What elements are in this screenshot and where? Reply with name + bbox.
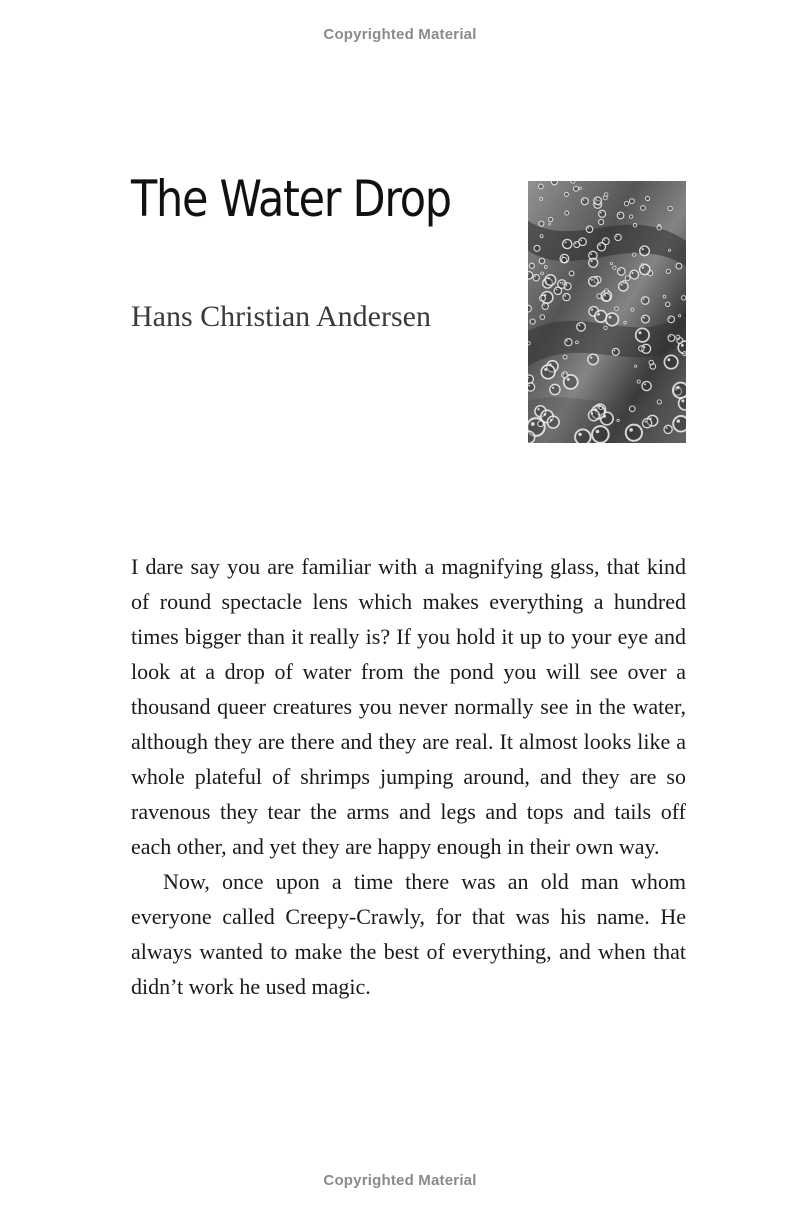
water-drop-highlight (642, 267, 644, 269)
water-drop (646, 196, 650, 200)
water-drop (669, 249, 671, 251)
water-drop-highlight (632, 272, 634, 274)
water-drop (641, 297, 649, 305)
water-drop (563, 355, 567, 359)
water-drop-highlight (676, 386, 679, 389)
water-drop-highlight (575, 243, 576, 244)
water-drop (539, 184, 544, 189)
water-drop (549, 217, 553, 221)
water-drop-highlight (642, 248, 644, 250)
body-text (131, 549, 686, 1004)
water-drop-highlight (619, 269, 621, 271)
water-drop (571, 181, 575, 183)
water-drop (640, 246, 650, 256)
water-drop-highlight (643, 298, 645, 300)
water-drop (629, 215, 632, 218)
water-drop-highlight (566, 284, 568, 286)
water-drop (666, 302, 670, 306)
water-drop (586, 226, 593, 233)
water-drop (528, 342, 530, 345)
water-drop (589, 277, 598, 286)
water-drop-highlight (604, 239, 605, 240)
water-drop-highlight (566, 340, 568, 342)
water-drop (565, 211, 569, 215)
water-drop (642, 381, 651, 390)
water-drop (664, 355, 677, 368)
water-drop (636, 328, 649, 341)
water-drop (528, 305, 531, 312)
water-drop (551, 181, 557, 185)
water-droplets-icon (528, 181, 686, 443)
water-drop (529, 263, 534, 268)
water-drop (649, 360, 654, 365)
water-drop (618, 268, 626, 276)
water-drop (642, 315, 650, 323)
water-drop (595, 310, 607, 322)
water-drop (576, 341, 579, 344)
water-drop-highlight (677, 419, 680, 422)
water-drop (540, 315, 545, 320)
water-drop-highlight (591, 412, 593, 414)
water-drop (539, 258, 545, 264)
water-drop-highlight (565, 241, 567, 243)
water-drop (562, 282, 564, 284)
water-drop-highlight (591, 253, 593, 255)
water-drop (530, 319, 535, 324)
water-drop-highlight (643, 317, 645, 319)
water-drop (528, 272, 533, 279)
water-drop-highlight (639, 331, 642, 334)
water-droplets-illustration (528, 181, 686, 443)
water-drop-highlight (583, 199, 585, 201)
water-drop (544, 266, 547, 269)
water-drop-highlight (579, 324, 581, 326)
water-drop (540, 197, 543, 200)
water-drop (610, 262, 612, 264)
water-drop-highlight (552, 387, 554, 389)
water-drop-highlight (590, 357, 592, 359)
water-drop-highlight (604, 295, 606, 297)
water-drop (545, 275, 556, 286)
water-drop (533, 275, 539, 281)
water-drop-highlight (560, 282, 562, 284)
chapter-title: The Water Drop (131, 170, 451, 228)
water-drop (547, 416, 559, 428)
water-drop-highlight (645, 421, 647, 423)
water-drop (579, 187, 581, 189)
water-drop-highlight (616, 236, 617, 237)
water-drop-highlight (537, 408, 539, 410)
water-drop (623, 280, 626, 283)
water-drop (540, 235, 543, 238)
water-drop (563, 239, 572, 248)
water-drop (668, 206, 672, 210)
water-drop-highlight (547, 277, 549, 279)
water-drop (528, 431, 535, 443)
water-drop (663, 295, 666, 298)
water-drop (666, 269, 670, 273)
water-drop (633, 253, 636, 256)
water-drop (565, 339, 572, 346)
water-drop (626, 425, 642, 441)
water-drop (604, 326, 607, 329)
water-drop (592, 426, 609, 443)
water-drop (640, 264, 650, 274)
water-drop-highlight (666, 427, 668, 429)
water-drop (589, 258, 598, 267)
chapter-author: Hans Christian Andersen (131, 300, 431, 333)
water-drop (630, 270, 639, 279)
water-drop (528, 375, 533, 383)
water-drop (564, 283, 571, 290)
water-drop-highlight (565, 295, 567, 297)
water-drop-highlight (600, 212, 602, 214)
paragraph-2: Now, once upon a time there was an old man whom everyone called Creepy-Crawly, for that was his name. He always wanted to make the best of everything, and when that didn’t work he used magic. (131, 869, 686, 999)
water-drop (683, 352, 687, 356)
water-drop (540, 295, 546, 301)
water-drop (657, 400, 661, 404)
water-drop (588, 354, 598, 364)
water-drop (574, 242, 580, 248)
water-drop (575, 429, 590, 443)
water-drop (597, 294, 602, 299)
paragraph-1: I dare say you are familiar with a magnifying glass, that kind of round spectacle lens which makes everything a hundred times bigger than it really is? If you hold it up to your eye and look at a drop of water from the pond you will see over a thousand queer creatures you never normally see in the water, although they are there and they are real. It almost looks like a whole plateful of shrimps jumping around, and they are so ravenous they tear the arms and legs and tops and tails off each other, and yet they are happy enough in their own way. (131, 554, 686, 859)
water-drop (641, 264, 643, 266)
water-drop (639, 346, 644, 351)
water-drop (625, 276, 630, 281)
water-drop (589, 410, 600, 421)
water-drop-highlight (619, 214, 620, 215)
water-drop (569, 271, 574, 276)
water-drop-highlight (563, 373, 564, 374)
water-drop (673, 416, 686, 432)
water-drop-highlight (595, 199, 597, 201)
water-drop (539, 221, 544, 226)
water-drop-highlight (599, 245, 601, 247)
water-drop (603, 196, 607, 200)
water-drop (541, 272, 544, 275)
water-drop (615, 234, 621, 240)
water-drop (643, 419, 652, 428)
water-drop (631, 308, 634, 311)
water-drop-highlight (669, 318, 670, 319)
water-drop-highlight (614, 350, 616, 352)
water-drop (630, 406, 636, 412)
water-drop (542, 303, 548, 309)
water-drop (599, 210, 606, 217)
water-drop (574, 186, 579, 191)
water-drop-highlight (591, 279, 593, 281)
water-drop-highlight (556, 289, 558, 291)
water-drop-highlight (578, 433, 581, 436)
water-drop-highlight (580, 240, 582, 242)
water-drop (617, 212, 624, 219)
water-drop-highlight (591, 309, 593, 311)
water-drop (637, 380, 640, 383)
water-drop (550, 384, 560, 394)
water-drop-highlight (609, 316, 612, 319)
water-drop (673, 383, 686, 398)
water-drop-highlight (591, 260, 593, 262)
water-drop (541, 365, 555, 379)
water-drop (678, 315, 680, 317)
water-drop-highlight (543, 304, 544, 305)
water-drop (615, 307, 619, 311)
water-drop-highlight (543, 413, 546, 416)
water-drop (597, 243, 605, 251)
water-drop (603, 293, 611, 301)
water-drop-highlight (667, 358, 670, 361)
water-drop (594, 197, 602, 205)
water-drop (534, 245, 540, 251)
water-drop-highlight (588, 227, 589, 228)
water-drop (657, 226, 661, 230)
water-drop (599, 406, 603, 410)
water-drop (682, 296, 686, 300)
water-drop-highlight (534, 276, 535, 277)
water-drop-highlight (681, 344, 684, 347)
water-drop (630, 199, 635, 204)
water-drop (577, 323, 586, 332)
water-drop-highlight (629, 428, 633, 432)
water-drop-highlight (531, 422, 535, 426)
water-drop (563, 294, 570, 301)
watermark-top: Copyrighted Material (323, 26, 477, 43)
water-drop-highlight (670, 336, 671, 337)
water-drop (668, 316, 675, 323)
water-drop-highlight (644, 383, 646, 385)
water-drop (676, 263, 682, 269)
water-drop-highlight (596, 430, 600, 434)
water-drop (617, 419, 619, 421)
water-drop (562, 372, 568, 378)
water-drop (635, 365, 637, 367)
water-drop (581, 198, 588, 205)
water-drop (612, 348, 619, 355)
water-drop (624, 201, 628, 205)
water-drop (562, 257, 567, 262)
water-drop (565, 192, 569, 196)
water-drop (549, 223, 551, 225)
water-drop (664, 425, 672, 433)
water-drop (599, 219, 604, 224)
water-drop (633, 224, 636, 227)
water-drop (624, 321, 627, 324)
water-drop-highlight (528, 385, 530, 387)
water-drop (668, 335, 675, 342)
water-drop (676, 335, 680, 339)
water-drop-highlight (567, 378, 570, 381)
water-drop (641, 206, 646, 211)
water-drop (606, 313, 619, 326)
water-drop (613, 266, 616, 269)
water-drop-highlight (597, 313, 600, 316)
watermark-bottom: Copyrighted Material (323, 1172, 477, 1189)
water-drop-highlight (550, 419, 553, 422)
water-drop (604, 289, 608, 293)
water-drop-highlight (681, 399, 684, 402)
water-drop (528, 383, 535, 391)
water-drop-highlight (621, 284, 623, 286)
water-drop-highlight (544, 368, 547, 371)
